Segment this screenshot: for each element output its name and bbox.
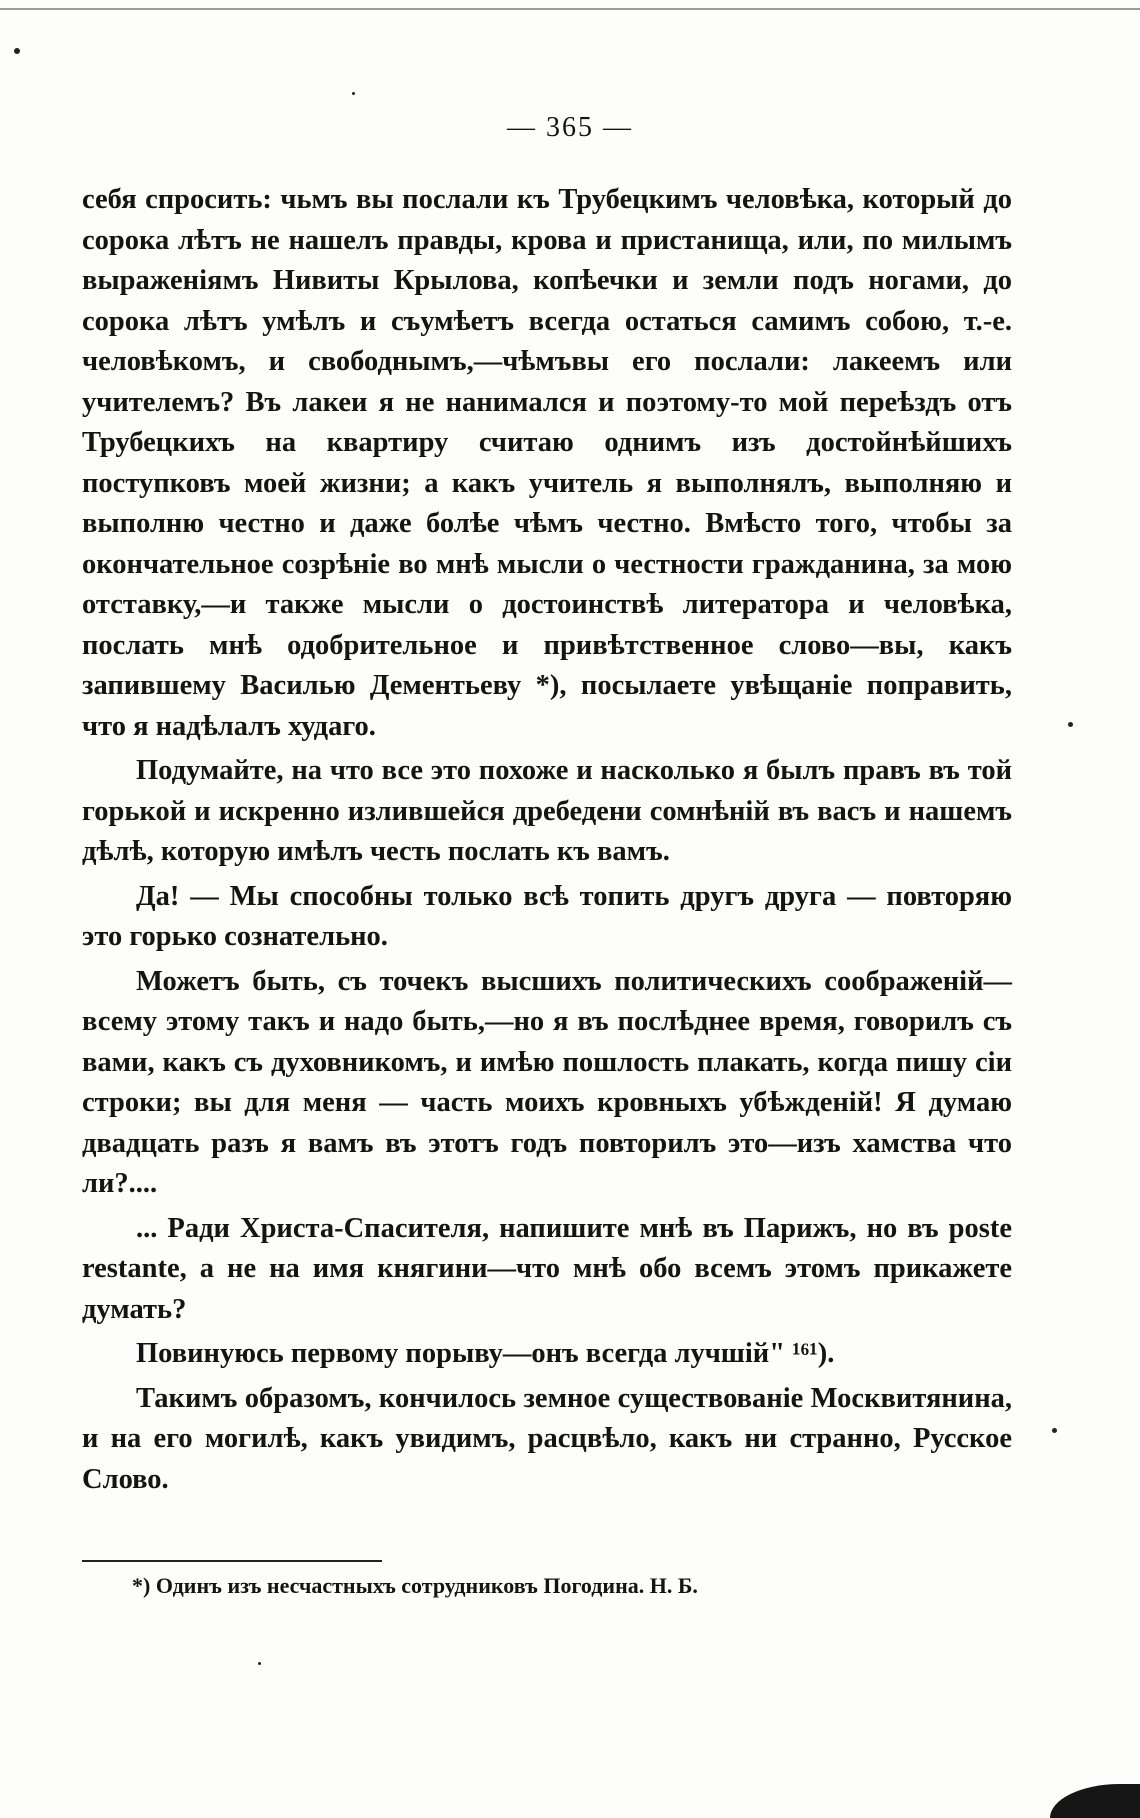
paragraph: Да! — Мы способны только всѣ топить другъ друга — повторяю это горько сознательно. [82,880,1012,952]
page-number: — 365 — [507,112,633,143]
body-text [82,180,1012,1504]
paragraph: Такимъ образомъ, кончилось земное существованіе Москвитянина, и на его могилѣ, какъ увидимъ, расцвѣло, какъ ни странно, Русское Слово. [82,1382,1012,1495]
footnote-rule [82,1560,382,1562]
paragraph: Повинуюсь первому порыву—онъ всегда лучшій" ¹⁶¹). [136,1338,835,1369]
scan-speck [352,92,355,95]
footnote: *) Одинъ изъ несчастныхъ сотрудниковъ Погодина. Н. Б. [132,1573,698,1598]
scan-speck [14,48,20,54]
paragraph: Подумайте, на что все это похоже и насколько я былъ правъ въ той горькой и искренно излившейся дребедени сомнѣній въ васъ и нашемъ дѣлѣ, которую имѣлъ честь послать къ вамъ. [82,755,1012,867]
paragraph: Можетъ быть, съ точекъ высшихъ политическихъ соображеній—всему этому такъ и надо быть,—но я въ послѣднее время, говорилъ съ вами, какъ съ духовникомъ, и имѣю пошлость плакать, когда пишу сіи строки; вы для меня — часть моихъ кровныхъ убѣжденій! Я думаю двадцать разъ я вамъ въ этотъ годъ повторилъ это—изъ хамства что ли?.... [82,965,1012,1199]
scan-speck [1052,1428,1057,1433]
scan-top-edge [0,0,1140,10]
paragraph: себя спросить: чьмъ вы послали къ Трубецкимъ человѣка, который до сорока лѣтъ не нашелъ правды, крова и пристанища, или, по милымъ выраженіямъ Нивиты Крылова, копѣечки и земли подъ ногами, до сорока лѣтъ умѣлъ и съумѣетъ всегда остаться самимъ собою, т.-е. человѣкомъ, и свободнымъ,—чѣмъвы его послали: лакеемъ или учителемъ? Въ лакеи я не нанимался и поэтому-то мой переѣздъ отъ Трубецкихъ на квартиру считаю однимъ изъ достойнѣйшихъ поступковъ моей жизни; а какъ учитель я выполнялъ, выполняю и выполню честно и даже болѣе чѣмъ честно. Вмѣсто того, чтобы за окончательное созрѣніе во мнѣ мысли о честности гражданина, за мою отставку,—и также мысли о достоинствѣ литератора и человѣка, послать мнѣ одобрительное и привѣтственное слово—вы, какъ запившему Василью Дементьеву *), посылаете увѣщаніе поправить, что я надѣлалъ худаго. [82,184,1012,742]
scan-corner-smudge [1050,1784,1140,1818]
paragraph: ... Ради Христа-Спасителя, напишите мнѣ въ Парижъ, но въ poste restante, а не на имя княгини—что мнѣ обо всемъ этомъ прикажете думать? [82,1212,1012,1325]
scan-speck [258,1662,261,1665]
scan-speck [1068,722,1073,727]
